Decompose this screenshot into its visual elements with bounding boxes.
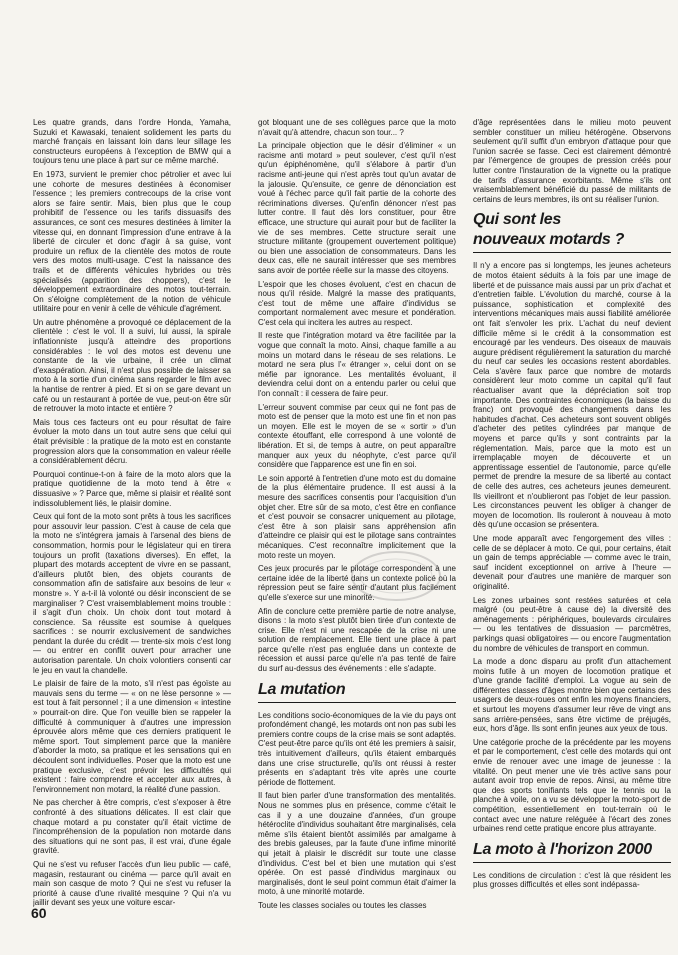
paragraph: Pourquoi continue-t-on à faire de la moto alors que la pratique quotidienne de la moto tend à être « dissuasive » ? Parce que, même si plaisir et réalité sont indissolublement liés, le plaisir domine. [33,469,231,508]
page-number: 60 [31,905,47,921]
article-body-part5 [473,871,671,890]
text-column-right [473,118,671,933]
article-body-part4 [473,261,671,833]
paragraph: Il reste que l'intégration motard va être facilitée par la vogue que connaît la moto. Ainsi, chaque famille a au moins un motard dans le réseau de ses relations. Le motard ne sera plus l'« étranger », celui dont on se méfie par ignorance. Les mentalités évoluant, il deviendra celui dont on a entendu parler ou celui que l'on connaît : il cessera de faire peur. [258,331,456,399]
paragraph: Un autre phénomène a provoqué ce déplacement de la clientèle : c'est le vol. Il a suivi, lui aussi, la spirale inflationniste jusqu'à atteindre des proportions considérables : le vol des motos est devenu une constante de la vie urbaine, il crée un climat d'exaspération. Ainsi, il n'est plus possible de laisser sa moto à la sortie d'un cinéma sans regarder le film avec la hantise de rentrer à pied. Et si on se gare devant un café ou un restaurant à portée de vue, peut-on être sûr de retrouver la moto intacte et entière ? [33,317,231,414]
paragraph: Le soin apporté à l'entretien d'une moto est du domaine de la plus élémentaire prudence. Il est aussi à la mesure des sacrifices consentis pour l'acquisition d'un objet cher. Etre sûr de sa moto, c'est être en confiance et c'est pouvoir se consacrer uniquement au pilotage, c'est être à son plaisir sans appréhension afin d'atteindre ce plaisir qui est le pilotage sans contraintes mécaniques. C'est reconnaître implicitement que la moto reste un moyen. [258,473,456,560]
paragraph: Ceux qui font de la moto sont prêts à tous les sacrifices pour assouvir leur passion. C'est à cause de cela que la moto ne s'intégrera jamais à l'arsenal des biens de consommation, hormis pour le législateur qui en tirera toujours un profit (taxations diverses). En effet, la plupart des motards acceptent de vivre en se passant, d'ailleurs plutôt bien, des objets courants de consommation afin de satisfaire aux besoins de leur « monstre ». Y a-t-il là volonté ou désir inconscient de se marginaliser ? C'est vraisemblablement moins trouble : il s'agit d'un choix. Un choix dont tout motard à conscience. Sa réussite est soumise à quelques sacrifices : se nourrir exclusivement de sandwiches pendant la durée du crédit — trente-six mois c'est long — ou entrer en conflit ouvert pour arracher une autorisation parentale. Un choix volontiers consenti car le jeu en vaut la chandelle. [33,512,231,675]
heading-qui-sont-les-nouveaux-motards [473,210,671,253]
paragraph: Le plaisir de faire de la moto, s'il n'est pas égoïste au mauvais sens du terme — « on ne lèse personne » — est tout à fait personnel ; il a une dimension « intestine » pourrait-on dire. Que l'on veuille bien se rappeler la difficulté à communiquer à d'autres une impression éprouvée alors même que ces derniers pratiquent le même sport. Tout simplement parce que la manière d'aborder la moto, sa pratique et les sensations qui en découlent sont individuelles. Poser que la moto est une pratique exclusive, c'est prévoir les difficultés qui existent : faire comprendre et accepter aux autres, à l'environnement non motard, la réalité d'une passion. [33,679,231,794]
heading-la-mutation: La mutation [258,680,456,703]
paragraph: Qui ne s'est vu refuser l'accès d'un lieu public — café, magasin, restaurant ou cinéma — parce qu'il avait en main son casque de moto ? Qui ne s'est vu refuser la priorité à cause d'une rivalité mesquine ? Qui n'a vu jaillir devant ses yeux une voiture escar- [33,859,231,908]
paragraph: Il faut bien parler d'une transformation des mentalités. Nous ne sommes plus en présence, comme c'était le cas il y a une douzaine d'années, d'un groupe hétéroclite d'individus souhaitant être marginalisés, cela même s'ils étaient bientôt assimilés par amalgame à des brebis galeuses, par la faute d'une infime minorité qui jetait à plaisir le discrédit sur toute une classe d'individus. C'est bel et bien une mutation qui s'est opérée. On est passé d'individus marginaux ou marginalisés, dont le seul point commun était d'aimer la moto, à une minorité motarde. [258,791,456,897]
paragraph: Toute les classes sociales ou toutes les classes [258,900,427,910]
article-body-part1 [258,118,456,674]
paragraph: Ces jeux procurés par le pilotage correspondent à une certaine idée de la liberté dans un contexte policé où la répression peut se faire sentir d'autant plus facilement qu'elle s'exerce sur une minorité. [258,564,456,602]
paragraph: Afin de conclure cette première partie de notre analyse, disons : la moto s'est plutôt bien tirée d'un contexte de crise. Elle n'est ni une rescapée de la crise ni une solution de remplacement. Elle tient une place à part parce qu'elle n'est pas engluée dans un contexte de récession et aussi parce qu'elle n'a pas tenté de faire du surf au-dessus des événements : elle s'adapte. [258,606,456,674]
paragraph: Une mode apparaît avec l'engorgement des villes : celle de se déplacer à moto. Ce qui, pour certains, était un gain de temps appréciable — comme avec le train, sauf incident exceptionnel on arrive à l'heure — devenait pour d'autres une manière de marquer son originalité. [473,533,671,591]
paragraph: got bloquant une de ses collègues parce que la moto n'avait qu'à attendre, chacun son tour... ? [258,118,456,137]
paragraph: Ne pas chercher à être compris, c'est s'exposer à être confronté à des situations délicates. Il est clair que chaque motard a pu constater qu'il était victime de l'incompréhension de la population non motarde dans des situations qui ne sont pas, il est vrai, d'une égale gravité. [33,798,231,856]
paragraph: En 1973, survient le premier choc pétrolier et avec lui une cohorte de mesures destinées à économiser l'essence ; les premiers contrecoups de la crise vont alors se faire sentir. Mais, bien plus que le coup prohibitif de l'essence ou les tarifs dissuasifs des assurances, ce sont ces mesures destinées à limiter la vitesse qui, en donnant l'impression d'une entrave à la liberté de circuler et donc d'agir à sa guise, vont produire un reflux de la clientèle des motos de route vers des motos multi-usage. C'est la naissance des trails et de différents véhicules hybrides ou très spécialisés (apparition des choppers), c'est le développement extraordinaire des motos tout-terrain. On s'éloigne complètement de la notion de véhicule utilitaire pour en venir à celle de véhicule d'agrément. [33,169,231,314]
heading-moto-horizon-2000: La moto à l'horizon 2000 [473,840,671,863]
paragraph: Mais tous ces facteurs ont eu pour résultat de faire évoluer la moto dans un tout autre sens que celui qui était prévisible : la pratique de la moto est en constante progression alors que la consommation en valeur réelle a considérablement décru. [33,417,231,466]
paragraph: Les quatre grands, dans l'ordre Honda, Yamaha, Suzuki et Kawasaki, tenaient solidement les parts du marché français en laissant loin dans leur sillage les constructeurs européens à l'exception de BMW qui a toujours tenu une place à part sur ce même marché. [33,118,231,166]
paragraph: Une catégorie proche de la précédente par les moyens et par le comportement, c'est celle des motards qui ont envie de renouer avec une image de jeunesse : la vitalité. On peut mener une vie très active sans pour autant avoir trop envie de repos. Ainsi, au même titre que des sports tonifiants tels que le tennis ou la planche à voile, on a vu se développer la moto-sport de compétition, essentiellement en tout-terrain où le contact avec une nature reléguée à l'écart des zones urbaines rend cette pratique encore plus attrayante. [473,737,671,834]
article-body-part3 [473,118,671,204]
paragraph: L'espoir que les choses évoluent, c'est en chacun de nous qu'il réside. Malgré la masse des pratiquants, c'est tout de même une affaire d'individus se comportant normalement avec mesure et pondération. C'est cela qui incitera les autres au respect. [258,279,456,327]
text-column-left [33,118,231,933]
paragraph: d'âge représentées dans le milieu moto peuvent sembler constituer un milieu hétérogène. Observons seulement qu'il suffit d'un embryon d'attaque pour que l'union sacrée se fasse. Ceci est clairement démontré par l'émergence de groupes de pression créés pour lutter contre l'instauration de la vignette ou la pratique de tarifs d'assurance exorbitants. Même s'ils ont vraisemblablement bénéficié du passé de militants de certains de leurs membres, ils ont su réaliser l'union. [473,118,671,204]
article-body-part2 [258,711,456,911]
paragraph: La mode a donc disparu au profit d'un attachement moins futile à un moyen de locomotion pratique et d'une grande facilité d'emploi. La vogue au sein de différentes classes d'âges montre bien que certains des usagers de deux-roues ont enfin les moyens financiers, et surtout les moyens d'assumer leur rêve de vingt ans sans arrière-pensées, sans être victime de préjugés, eux, hors d'âge. Ils sont enfin jeunes aux yeux de tous. [473,657,671,734]
heading-line-2: nouveaux motards ? [473,231,625,249]
heading-line-1: Qui sont les [473,211,561,229]
text-column-middle [258,118,456,933]
paragraph: Les conditions socio-économiques de la vie du pays ont profondément changé, les motards ont non pas subi les premiers contre coups de la crise mais se sont adaptés. C'est peut-être parce qu'ils ont été les premiers à saisir, très intuitivement d'ailleurs, qu'ils étaient embarqués dans une crise structurelle, qu'ils ont réussi à rester présents en s'adaptant très vite après une courte période de flottement. [258,710,456,787]
paragraph: Les conditions de circulation : c'est là que résident les plus grosses difficultés et elles sont indépassa- [473,870,671,890]
paragraph: Les zones urbaines sont restées saturées et cela malgré (ou peut-être à cause de) la diversité des aménagements : périphériques, boulevards circulaires — ou les tentatives de dissuasion — parcmètres, parkings quasi obligatoires — ou encore l'augmentation du nombre de véhicules de transport en commun. [473,595,671,653]
paragraph: La principale objection que le désir d'éliminer « un racisme anti motard » peut soulever, c'est qu'il n'est qu'un épiphénomène, qu'il s'élabore à partir d'un racisme anti-jeune qui n'est après tout qu'un avatar de la jalousie. Qu'ensuite, ce genre de dénonciation est voué à l'échec parce qu'il fait partie de la cohorte des récriminations diverses. Qu'enfin dénoncer n'est pas lutter contre. Il faut dès lors constituer, pour être efficace, une structure qui aurait pour but de faciliter la vie de ses membres. Cette structure serait une structure militante (groupement ouvertement politique) ou bien une association de consommateurs. Dans les deux cas, elle ne saurait intéresser que ses membres sans avoir de portée réelle sur la masse des citoyens. [258,141,456,275]
paragraph: L'erreur souvent commise par ceux qui ne font pas de moto est de penser que la moto est une fin et non pas un moyen. Elle est le moyen de se « sortir » d'un contexte étouffant, elle correspond à une volonté de libération. Et si, de temps à autre, on peut apparaître manquer aux yeux du néophyte, c'est parce qu'il considère que l'apparence est une fin en soi. [258,402,456,470]
paragraph: Il n'y a encore pas si longtemps, les jeunes acheteurs de motos étaient séduits à la fois par une image de liberté et de puissance mais aussi par un prix d'achat et d'entretien faible. L'évolution du marché, course à la puissance, sophistication et complexité des interventions mécaniques mais aussi fiabilité améliorée ont fait s'envoler les prix. L'achat du neuf devient difficile même si le crédit à la consommation est encouragé par les vendeurs. Des oiseaux de mauvais augure prédisent régulièrement la saturation du marché du neuf car seules les occasions restent abordables. Cela s'avère faux parce que nombre de motards considèrent leur moto comme un capital qu'il faut réactualiser avant que la dépréciation soit trop importante. Des contraintes économiques (la baisse du franc) ont provoqué des changements dans les habitudes d'achat. Ces acheteurs sont souvent obligés d'acheter des petites cylindrées par manque de moyens et parce qu'ils y sont contraints par la réglementation. Mais, parce que la moto est un irremplaçable moyen de découverte et un apprentissage essentiel de l'autonomie, parce qu'elle permet de prendre la mesure de sa liberté au contact de celle des autres, ces acheteurs jeunes demeurent. Ils vieillront et n'oublieront pas l'objet de leur passion. Les circonstances peuvent les obliger à changer de moyen de locomotion. Ils rouleront à nouveau à moto dès qu'une occasion se présentera. [473,261,671,530]
